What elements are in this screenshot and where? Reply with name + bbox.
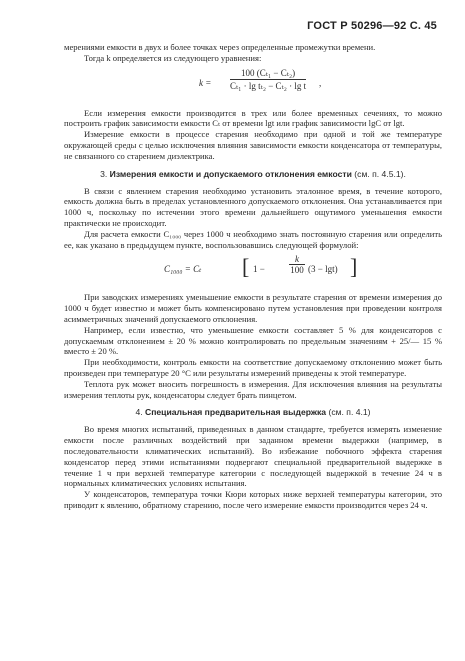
formula-numerator: 100 (Cₜ₁ − Cₜ₂) xyxy=(230,68,306,80)
formula-lhs: k = xyxy=(199,77,212,88)
formula-fraction xyxy=(230,68,306,92)
paragraph: Измерение емкости в процессе старения необходимо при одной и той же температуре окружающей среды с целью исключения влияния зависимости емкости конденсатора от температуры, не связанного со старением диэлектрика. xyxy=(64,129,442,161)
formula-fraction xyxy=(289,254,305,275)
section-number: 3. xyxy=(100,168,108,179)
section-title: Специальная предварительная выдержка xyxy=(145,407,327,418)
formula-bracket-close: ] xyxy=(350,254,358,280)
formula-numerator: k xyxy=(289,254,305,265)
section-reference: (см. п. 4.1) xyxy=(328,407,371,418)
formula-lhs: C₁₀₀₀ = Cₜ xyxy=(164,264,202,275)
section-title: Измерения емкости и допускаемого отклонения емкости xyxy=(109,168,352,179)
section-reference: (см. п. 4.5.1). xyxy=(354,168,406,179)
paragraph: мерениями емкости в двух и более точках через определенные промежутки времени. xyxy=(64,42,376,52)
paragraph: При заводских измерениях уменьшение емкости в результате старения от времени измерения до 1000 ч будет известно и может быть компенсировано путем установления при проведении контроля асимметричных значений допускаемого отклонения. xyxy=(64,292,442,324)
section-number: 4. xyxy=(135,407,143,418)
paragraph: Для расчета емкости C₁₀₀₀ через 1000 ч необходимо знать постоянную старения или определить ее, как указано в предыдущем пункте, воспользовавшись следующей формулой: xyxy=(64,228,442,250)
formula-denominator: 100 xyxy=(290,265,304,276)
paragraph: Теплота рук может вносить погрешность в измерения. Для исключения влияния на результаты измерения теплоты рук, конденсаторы следует брать пинцетом. xyxy=(64,378,442,400)
page-header: ГОСТ Р 50296—92 С. 45 xyxy=(307,20,437,32)
paragraph: Например, если известно, что уменьшение емкости составляет 5 % для конденсаторов с допускаемым отклонением ± 20 % можно контролировать по предельным значениям + 25/— 15 % вместо ± 20 %. xyxy=(64,324,442,357)
paragraph: При необходимости, контроль емкости на соответствие допускаемому отклонению может быть произведен при температуре 20 °С или результаты измерений приведены к этой температуре. xyxy=(64,357,442,378)
formula-term: (3 − lgt) xyxy=(308,264,338,275)
formula-aging-constant xyxy=(64,68,442,102)
formula-bracket-open: [ xyxy=(242,254,250,280)
section-heading-3 xyxy=(64,169,442,179)
formula-capacitance-1000h xyxy=(64,254,442,286)
paragraph: Во время многих испытаний, приведенных в данном стандарте, требуется измерять изменение емкости после различных воздействий при заданном времени выдержки (например, в последовательности климатических испытаний). Во избежание побочного эффекта старения конденсатор перед этими испытаниями подвергают специальной предварительной выдержке в течение 1 ч при верхней температуре категории с последующей выдержкой в течение 24 ч в нормальных климатических условиях испытания. xyxy=(64,424,442,489)
section-heading-4 xyxy=(64,407,442,417)
formula-comma: , xyxy=(319,77,322,88)
paragraph: В связи с явлением старения необходимо установить эталонное время, в течение которого, емкость должна быть в пределах установленного допускаемого отклонения. Она устанавливается при 1000 ч, поскольку по истечении этого времени дальнейшего ощутимого уменьшения емкости практически не происходит. xyxy=(64,185,442,228)
formula-denominator: Cₜ₁ · lg tₜ₂ − Cₜ₂ · lg t xyxy=(230,80,307,91)
document-body xyxy=(64,42,442,511)
paragraph: У конденсаторов, температура точки Кюри которых ниже верхней температуры категории, это приводит к явлению, обратному старению, после чего измерение емкости производится через 24 ч. xyxy=(64,489,442,510)
paragraph: Если измерения емкости производится в трех или более временных сечениях, то можно построить график зависимости емкости Cₜ от времени lgt или график зависимости lgC от lgt. xyxy=(64,107,442,129)
paragraph: Тогда k определяется из следующего уравнения: xyxy=(84,52,262,63)
formula-term: 1 − xyxy=(253,264,265,275)
